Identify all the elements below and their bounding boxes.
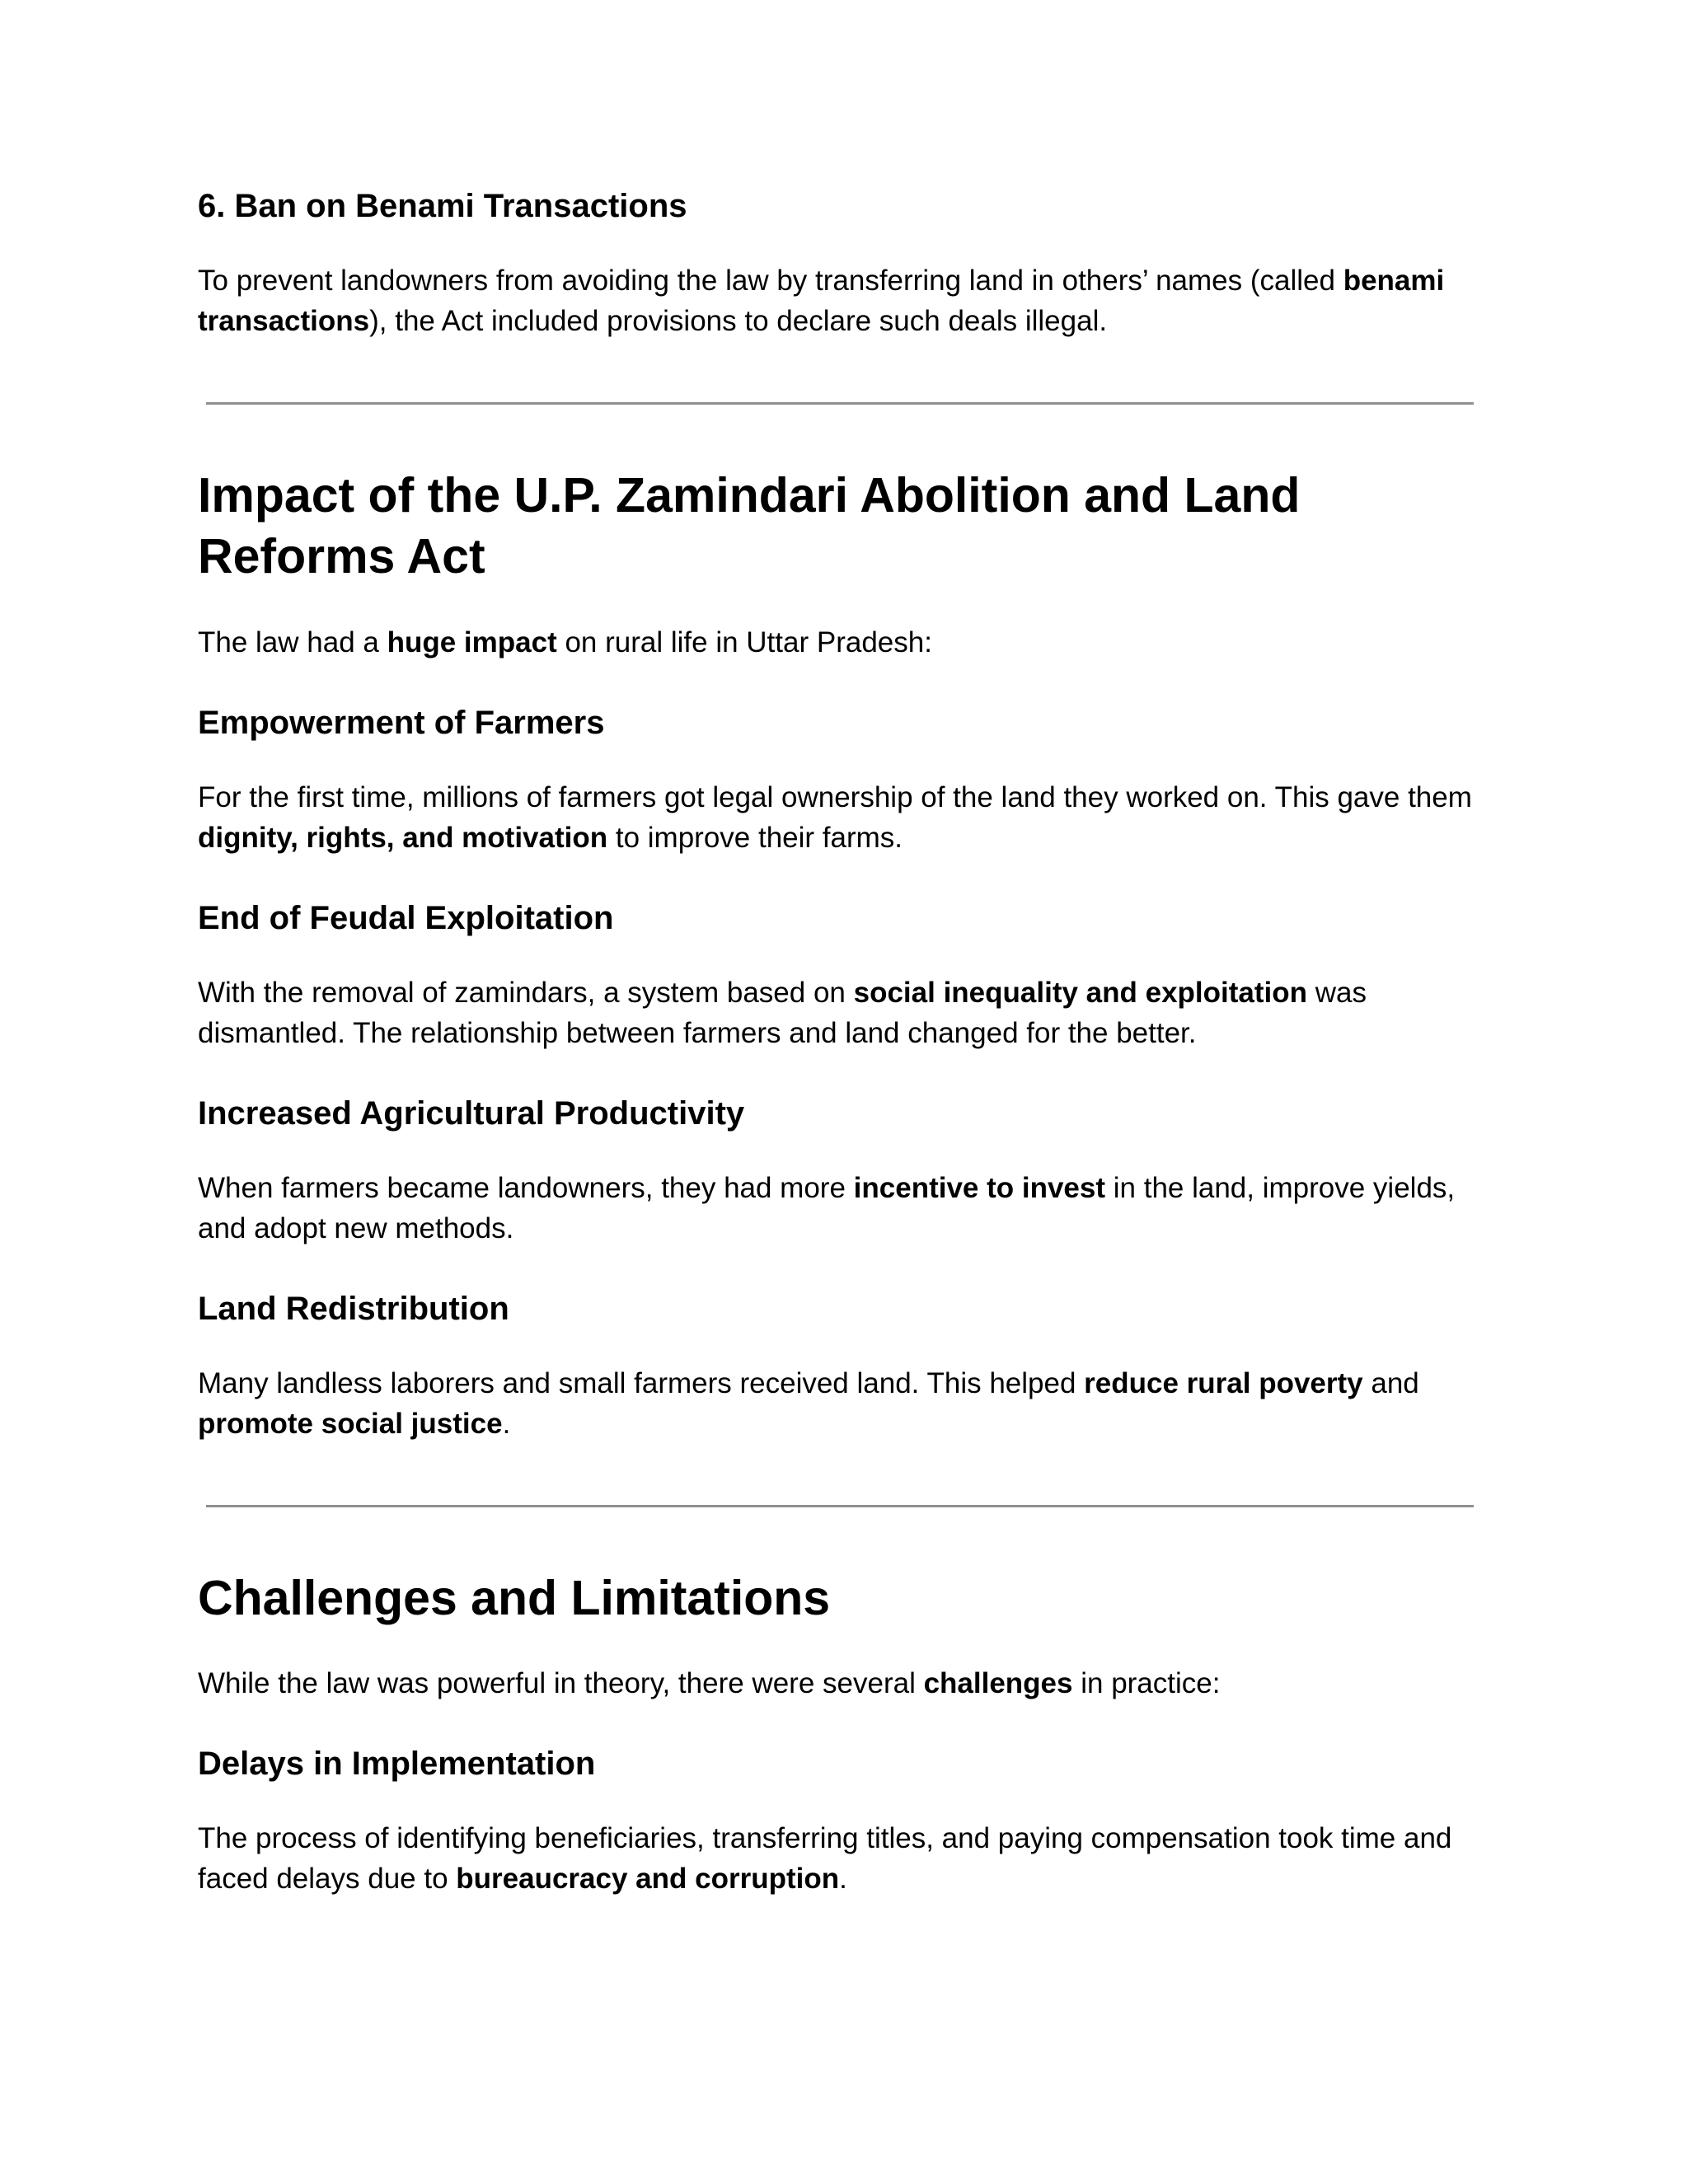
paragraph-challenges-intro: While the law was powerful in theory, there were several challenges in practice: <box>198 1666 1221 1699</box>
paragraph-redistribution: Many landless laborers and small farmers received land. This helped reduce rural poverty and promote social justice. <box>198 1366 1419 1440</box>
paragraph-benami: To prevent landowners from avoiding the law by transferring land in others’ names (called benami transactions), the Act included provisions to declare such deals illegal. <box>198 265 1445 337</box>
subheading-empowerment: Empowerment of Farmers <box>198 704 605 741</box>
subheading-delays: Delays in Implementation <box>198 1745 596 1782</box>
section-title-challenges: Challenges and Limitations <box>198 1570 831 1625</box>
paragraph-feudal: With the removal of zamindars, a system based on social inequality and exploitation was dismantled. The relationship between farmers and land changed for the better. <box>198 976 1367 1049</box>
section-title-impact: Impact of the U.P. Zamindari Abolition and Land Reforms Act <box>198 468 1301 584</box>
paragraph-impact-intro: The law had a huge impact on rural life in Uttar Pradesh: <box>198 626 932 658</box>
subheading-redistribution: Land Redistribution <box>198 1290 509 1327</box>
paragraph-empowerment: For the first time, millions of farmers got legal ownership of the land they worked on. This gave them dignity, rights, and motivation to improve their farms. <box>198 780 1472 854</box>
subheading-productivity: Increased Agricultural Productivity <box>198 1094 745 1132</box>
subheading-feudal: End of Feudal Exploitation <box>198 899 614 936</box>
paragraph-productivity: When farmers became landowners, they had more incentive to invest in the land, improve yields, and adopt new methods. <box>198 1171 1456 1244</box>
section-heading-benami: 6. Ban on Benami Transactions <box>198 188 687 224</box>
document-page <box>198 185 1492 1899</box>
paragraph-delays: The process of identifying beneficiaries, transferring titles, and paying compensation took time and faced delays due to bureaucracy and corruption. <box>198 1821 1452 1895</box>
